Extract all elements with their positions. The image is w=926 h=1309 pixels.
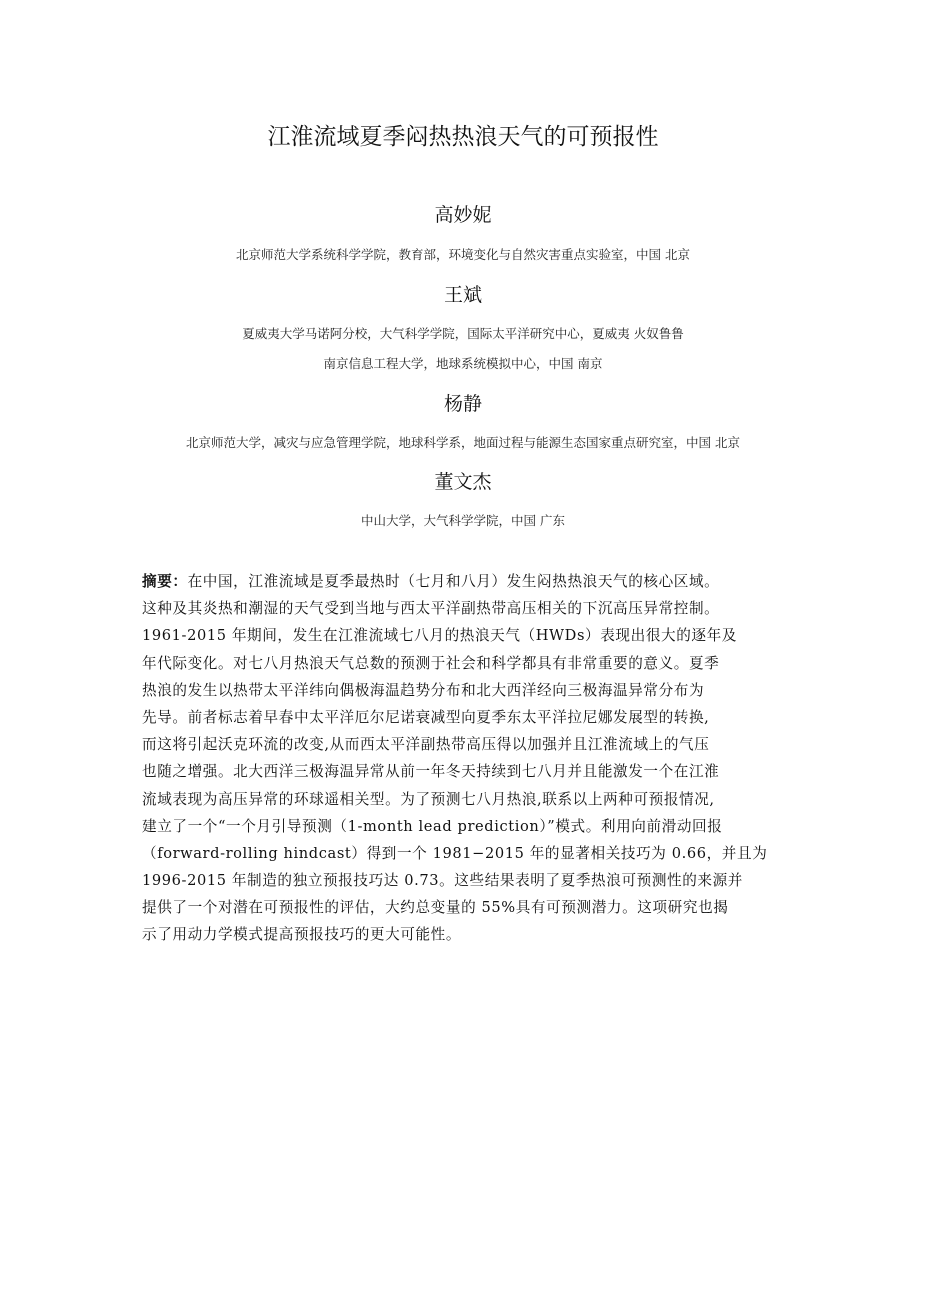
author-affiliation-2b: 南京信息工程大学，地球系统模拟中心，中国 南京 bbox=[323, 356, 603, 371]
abstract-line-text: 在中国，江淮流域是夏季最热时（七月和八月）发生闷热热浪天气的核心区域。 bbox=[187, 573, 720, 590]
author-affiliation-1: 北京师范大学系统科学学院，教育部，环境变化与自然灾害重点实验室，中国 北京 bbox=[236, 247, 690, 262]
author-affiliation-2a: 夏威夷大学马诺阿分校，大气科学学院，国际太平洋研究中心，夏威夷 火奴鲁鲁 bbox=[242, 326, 684, 341]
abstract-line: 也随之增强。北大西洋三极海温异常从前一年冬天持续到七八月并且能激发一个在江淮 bbox=[142, 763, 720, 781]
abstract-line: 提供了一个对潜在可预报性的评估，大约总变量的 55%具有可预测潜力。这项研究也揭 bbox=[142, 899, 729, 917]
abstract-line: 示了用动力学模式提高预报技巧的更大可能性。 bbox=[142, 926, 462, 944]
abstract-line: 而这将引起沃克环流的改变,从而西太平洋副热带高压得以加强并且江淮流域上的气压 bbox=[142, 736, 710, 754]
author-name-1: 高妙妮 bbox=[434, 204, 492, 226]
author-name-3: 杨静 bbox=[443, 393, 482, 415]
author-name-2: 王斌 bbox=[443, 284, 482, 306]
abstract-line: 1996-2015 年制造的独立预报技巧达 0.73。这些结果表明了夏季热浪可预测性的来源并 bbox=[142, 872, 743, 890]
abstract-line: 流域表现为高压异常的环球遥相关型。为了预测七八月热浪,联系以上两种可预报情况, bbox=[142, 790, 715, 808]
abstract-line bbox=[142, 568, 782, 595]
abstract-line: 年代际变化。对七八月热浪天气总数的预测于社会和科学都具有非常重要的意义。夏季 bbox=[142, 654, 720, 672]
abstract bbox=[142, 568, 782, 949]
paper-title: 江淮流域夏季闷热热浪天气的可预报性 bbox=[267, 124, 659, 150]
abstract-label: 摘要： bbox=[142, 573, 188, 590]
abstract-line: 热浪的发生以热带太平洋纬向偶极海温趋势分布和北大西洋经向三极海温异常分布为 bbox=[142, 681, 705, 699]
abstract-line: 1961-2015 年期间，发生在江淮流域七八月的热浪天气（HWDs）表现出很大的逐年及 bbox=[142, 627, 737, 645]
author-affiliation-3: 北京师范大学，减灾与应急管理学院，地球科学系，地面过程与能源生态国家重点研究室，中国 北京 bbox=[186, 435, 740, 450]
abstract-line: 这种及其炎热和潮湿的天气受到当地与西太平洋副热带高压相关的下沉高压异常控制。 bbox=[142, 600, 720, 618]
author-affiliation-4: 中山大学，大气科学学院，中国 广东 bbox=[361, 513, 565, 528]
abstract-line: 建立了一个“一个月引导预测（1-month lead prediction）”模式。利用向前滑动回报 bbox=[142, 817, 723, 835]
abstract-line: 先导。前者标志着早春中太平洋厄尔尼诺衰减型向夏季东太平洋拉尼娜发展型的转换, bbox=[142, 708, 710, 726]
abstract-line: （forward-rolling hindcast）得到一个 1981−2015 年的显著相关技巧为 0.66，并且为 bbox=[142, 844, 768, 862]
author-name-4: 董文杰 bbox=[434, 471, 492, 493]
